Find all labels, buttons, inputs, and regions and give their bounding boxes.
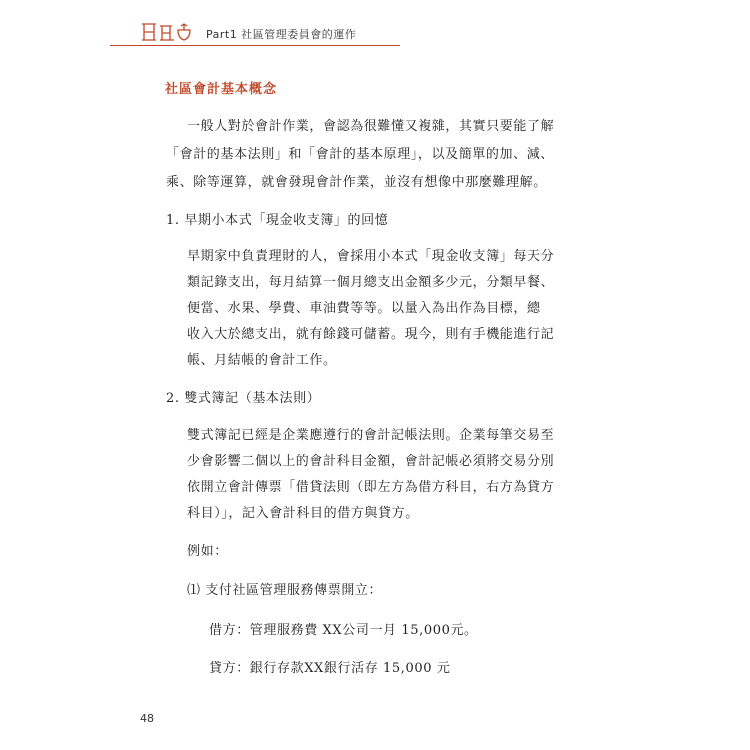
- intro-line: 一般人對於會計作業，會認為很難懂又複雜，其實只要能了解: [187, 119, 555, 134]
- intro-line: 「會計的基本法則」和「會計的基本原理」，以及簡單的加、減、: [166, 147, 554, 162]
- flower-pot-logo-icon: [140, 20, 196, 44]
- item1-line: 類記錄支出，每月結算一個月總支出金額多少元，分類早餐、: [187, 275, 555, 290]
- debit-entry: 借方：管理服務費 XX公司一月 15,000元。: [209, 623, 478, 638]
- item1-line: 便當、水果、學費、車油費等等。以量入為出作為目標，總: [187, 301, 541, 316]
- item1-line: 帳、月結帳的會計工作。: [187, 353, 337, 368]
- item2-line: 少會影響二個以上的會計科目金額，會計記帳必須將交易分別: [187, 454, 555, 469]
- item2-line: 雙式簿記已經是企業應遵行的會計記帳法則。企業每筆交易至: [187, 428, 555, 443]
- running-header: [110, 20, 400, 46]
- section-title: 社區會計基本概念: [165, 82, 278, 97]
- item1-line: 收入大於總支出，就有餘錢可儲蓄。現今，則有手機能進行記: [187, 327, 555, 342]
- header-rule: [110, 45, 400, 46]
- intro-line: 乘、除等運算，就會發現會計作業，並沒有想像中那麼難理解。: [166, 175, 547, 190]
- item1-heading: 1. 早期小本式「現金收支簿」的回憶: [166, 213, 389, 228]
- example-label: 例如：: [187, 544, 228, 559]
- running-header-title: Part1 社區管理委員會的運作: [206, 28, 357, 41]
- item1-line: 早期家中負責理財的人，會採用小本式「現金收支簿」每天分: [187, 249, 555, 264]
- item2-heading: 2. 雙式簿記（基本法則）: [166, 391, 321, 406]
- credit-entry: 貸方：銀行存款XX銀行活存 15,000 元: [209, 661, 451, 676]
- item2-line: 依開立會計傳票「借貸法則（即左方為借方科目，右方為貸方: [187, 480, 555, 495]
- example-item: ⑴ 支付社區管理服務傳票開立：: [187, 583, 383, 598]
- item2-line: 科目）」，記入會計科目的借方與貸方。: [187, 506, 419, 521]
- page-number: 48: [140, 712, 154, 725]
